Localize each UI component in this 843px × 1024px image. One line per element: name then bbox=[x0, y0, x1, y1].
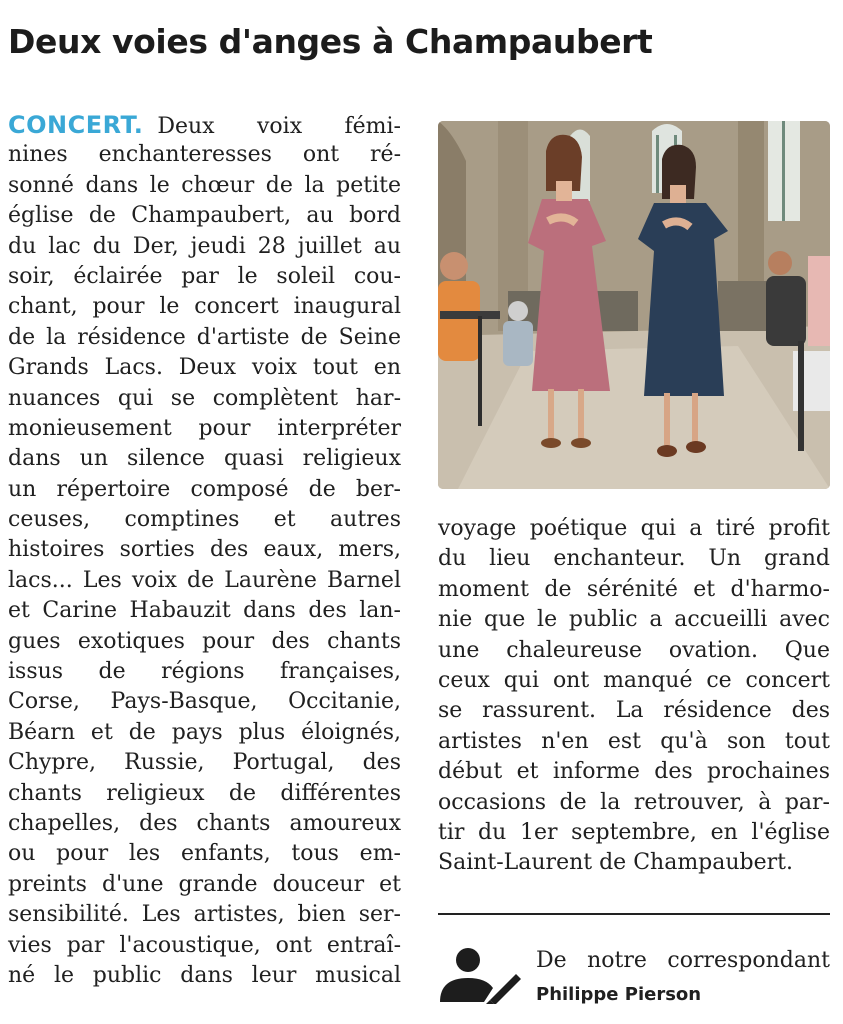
article-line: gues exotiques pour des chants bbox=[8, 628, 401, 654]
byline-divider bbox=[438, 913, 830, 915]
article-line: tir du 1er septembre, en l'église bbox=[438, 819, 830, 845]
article-line: monieusement pour interpréter bbox=[8, 415, 401, 441]
article-line: église de Champaubert, au bord bbox=[8, 203, 401, 229]
article-column-left bbox=[8, 110, 401, 991]
article-line: Grands Lacs. Deux voix tout en bbox=[8, 355, 401, 381]
article-line: soir, éclairée par le soleil cou- bbox=[8, 263, 401, 289]
article-line: artistes n'en est qu'à son tout bbox=[438, 728, 830, 754]
article-line: ceux qui ont manqué ce concert bbox=[438, 667, 830, 693]
article-line: vies par l'acoustique, ont entraî- bbox=[8, 932, 401, 958]
article-line: né le public dans leur musical bbox=[8, 962, 401, 988]
article-line: Chypre, Russie, Portugal, des bbox=[8, 750, 401, 776]
article-line: ou pour les enfants, tous em- bbox=[8, 841, 401, 867]
headline: Deux voies d'anges à Champaubert bbox=[8, 22, 653, 61]
article-line: dans un silence quasi religieux bbox=[8, 446, 401, 472]
article-line: chants religieux de différentes bbox=[8, 780, 401, 806]
article-line: ceuses, comptines et autres bbox=[8, 507, 401, 533]
kicker: CONCERT. bbox=[8, 111, 144, 139]
article-line-text: Deux voix fémi- bbox=[157, 114, 401, 139]
article-column-right bbox=[438, 514, 830, 879]
byline-intro: De notre correspondant bbox=[536, 948, 830, 973]
article-line: du lac du Der, jeudi 28 juillet au bbox=[8, 233, 401, 259]
article-line: moment de sérénité et d'harmo- bbox=[438, 576, 830, 602]
article-line: une chaleureuse ovation. Que bbox=[438, 637, 830, 663]
writer-with-pen-icon bbox=[438, 946, 522, 1004]
article-line bbox=[8, 110, 401, 140]
article-line: et Carine Habauzit dans des lan- bbox=[8, 598, 401, 624]
article-line: un répertoire composé de ber- bbox=[8, 476, 401, 502]
byline-name: Philippe Pierson bbox=[536, 984, 702, 1005]
article-line: du lieu enchanteur. Un grand bbox=[438, 546, 830, 572]
article-line: Béarn et de pays plus éloignés, bbox=[8, 719, 401, 745]
article-line: nuances qui se complètent har- bbox=[8, 385, 401, 411]
article-line: chant, pour le concert inaugural bbox=[8, 294, 401, 320]
article-line: nie que le public a accueilli avec bbox=[438, 607, 830, 633]
article-line: sonné dans le chœur de la petite bbox=[8, 172, 401, 198]
article-line: se rassurent. La résidence des bbox=[438, 698, 830, 724]
article-line: Corse, Pays-Basque, Occitanie, bbox=[8, 689, 401, 715]
article-line: issus de régions françaises, bbox=[8, 659, 401, 685]
article-line: début et informe des prochaines bbox=[438, 759, 830, 785]
article-line: occasions de la retrouver, à par- bbox=[438, 789, 830, 815]
article-line: lacs... Les voix de Laurène Barnel bbox=[8, 567, 401, 593]
article-line: de la résidence d'artiste de Seine bbox=[8, 324, 401, 350]
article-line: chapelles, des chants amoureux bbox=[8, 810, 401, 836]
article-line: voyage poétique qui a tiré profit bbox=[438, 516, 830, 541]
article-line: sensibilité. Les artistes, bien ser- bbox=[8, 902, 401, 928]
article-line: Saint-Laurent de Champaubert. bbox=[438, 850, 793, 876]
article-line: histoires sorties des eaux, mers, bbox=[8, 537, 401, 563]
article-line: preints d'une grande douceur et bbox=[8, 871, 401, 897]
concert-photo bbox=[438, 121, 830, 489]
article-line: nines enchanteresses ont ré- bbox=[8, 142, 401, 168]
